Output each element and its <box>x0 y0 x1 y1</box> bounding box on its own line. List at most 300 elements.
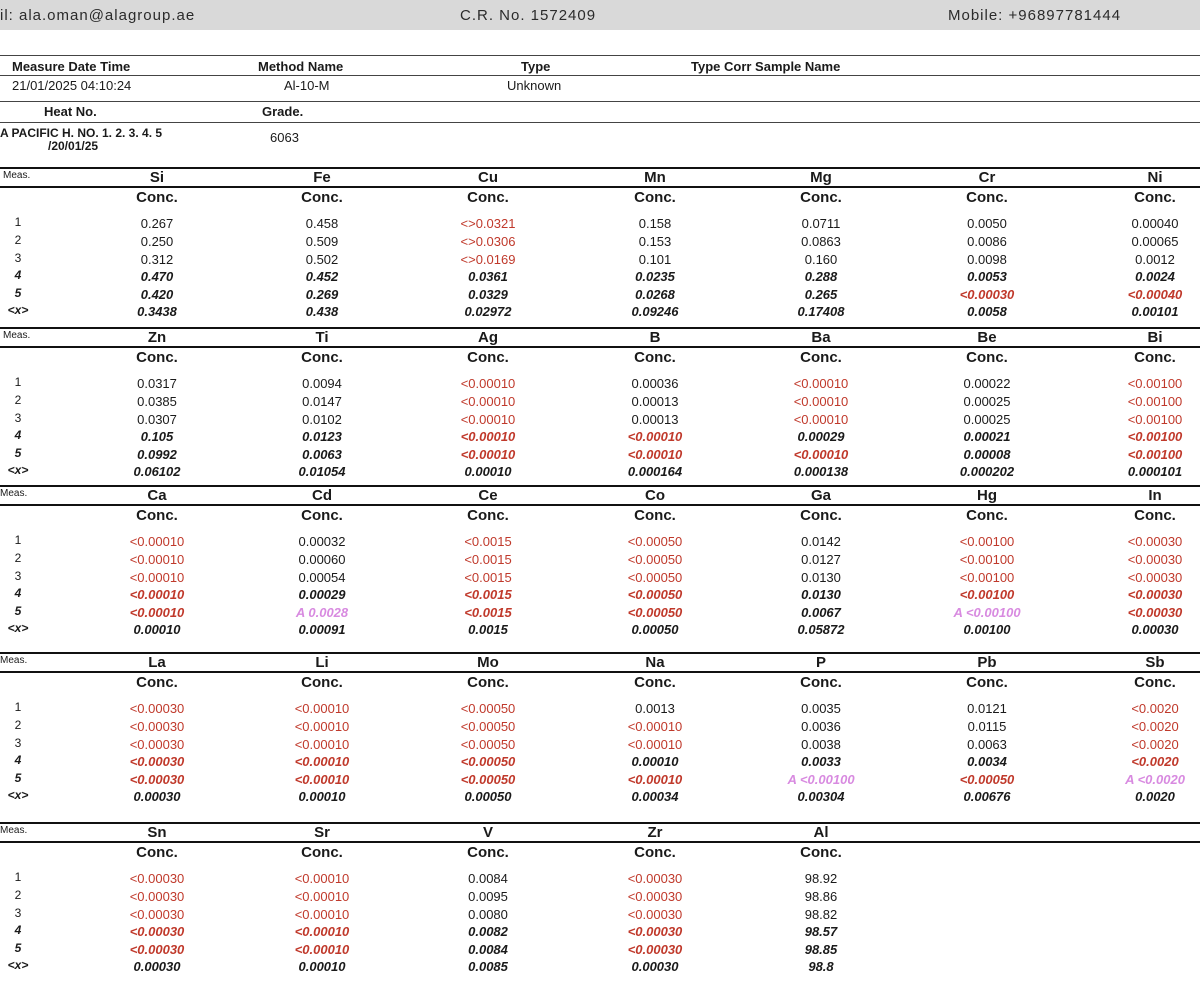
element-name-bi: Bi <box>1147 329 1163 346</box>
value-cell: <0.00050 <box>627 534 683 549</box>
value-cell: <0.00100 <box>1127 429 1183 444</box>
value-cell: <0.00030 <box>1127 552 1183 567</box>
conc-header: Conc. <box>136 507 178 524</box>
value-cell: <0.00030 <box>1127 570 1183 585</box>
value-cell: 0.00010 <box>298 789 346 804</box>
value-cell: 0.0361 <box>468 269 508 284</box>
value-cell: <0.00100 <box>959 570 1015 585</box>
value-cell: <0.00030 <box>129 701 185 716</box>
value-cell: 0.02972 <box>464 304 512 319</box>
row-label: 4 <box>14 586 22 600</box>
row-label: 3 <box>14 251 22 265</box>
conc-header: Conc. <box>1134 349 1176 366</box>
value-cell: <0.00030 <box>129 889 185 904</box>
value-cell: 0.00040 <box>1131 216 1179 231</box>
meas-label: Meas. <box>0 825 28 836</box>
value-cell: <0.0020 <box>1131 737 1179 752</box>
element-name-zr: Zr <box>647 824 663 841</box>
value-cell: <0.00030 <box>1127 605 1183 620</box>
element-name-mo: Mo <box>477 654 499 671</box>
value-cell: 0.0015 <box>468 622 508 637</box>
element-name-pb: Pb <box>977 654 997 671</box>
row-label: 5 <box>14 771 22 785</box>
value-cell: <0.00010 <box>129 587 185 602</box>
value-cell: 0.0123 <box>302 429 342 444</box>
value-cell: <0.00030 <box>627 942 683 957</box>
value-cell: 0.00304 <box>797 789 845 804</box>
value-cell: 0.00030 <box>1131 622 1179 637</box>
element-name-fe: Fe <box>313 169 331 186</box>
value-cell: 0.0020 <box>1135 789 1175 804</box>
cr-number: C.R. No. 1572409 <box>460 7 597 24</box>
value-cell: <0.00030 <box>129 907 185 922</box>
value-cell: <0.00010 <box>627 772 683 787</box>
element-name-ni: Ni <box>1147 169 1163 186</box>
value-cell: <0.00100 <box>1127 447 1183 462</box>
heat-no-date: /20/01/25 <box>48 139 99 153</box>
value-cell: <0.00010 <box>793 412 849 427</box>
row-label: 2 <box>14 551 22 565</box>
divider <box>0 122 1200 123</box>
value-cell: 0.0036 <box>801 719 841 734</box>
meas-label: Meas. <box>0 655 28 666</box>
conc-header: Conc. <box>467 349 509 366</box>
row-label: 5 <box>14 941 22 955</box>
value-cell: <0.00030 <box>627 889 683 904</box>
value-cell: A <0.00100 <box>787 772 855 787</box>
conc-header: Conc. <box>301 844 343 861</box>
value-cell: A <0.00100 <box>953 605 1021 620</box>
element-name-na: Na <box>645 654 665 671</box>
value-cell: 0.250 <box>140 234 174 249</box>
contact-bar <box>0 0 1200 30</box>
conc-header: Conc. <box>467 674 509 691</box>
value-cell: 98.57 <box>804 924 838 939</box>
value-cell: 0.0307 <box>137 412 177 427</box>
block-header-line <box>0 671 1200 673</box>
row-label: 1 <box>14 700 22 714</box>
value-cell: <0.00010 <box>294 719 350 734</box>
value-cell: 0.00030 <box>133 959 181 974</box>
value-cell: <0.00010 <box>294 942 350 957</box>
block-top-line <box>0 822 1200 824</box>
value-cell: 0.000101 <box>1127 464 1183 479</box>
grade-value: 6063 <box>270 130 299 145</box>
heat-no-label: Heat No. <box>44 104 97 119</box>
element-name-b: B <box>649 329 661 346</box>
conc-header: Conc. <box>467 844 509 861</box>
value-cell: 0.269 <box>305 287 339 302</box>
conc-header: Conc. <box>634 189 676 206</box>
value-cell: <0.00100 <box>959 587 1015 602</box>
value-cell: <0.00050 <box>460 719 516 734</box>
value-cell: 0.267 <box>140 216 174 231</box>
value-cell: <0.00050 <box>460 701 516 716</box>
value-cell: <0.00100 <box>1127 394 1183 409</box>
conc-header: Conc. <box>1134 507 1176 524</box>
value-cell: 0.00100 <box>963 622 1011 637</box>
conc-header: Conc. <box>966 189 1008 206</box>
value-cell: <0.00010 <box>129 552 185 567</box>
value-cell: 0.160 <box>804 252 838 267</box>
value-cell: 0.0034 <box>967 754 1007 769</box>
value-cell: 0.458 <box>305 216 339 231</box>
value-cell: <>0.0321 <box>460 216 516 231</box>
value-cell: 0.00010 <box>631 754 679 769</box>
value-cell: 0.0086 <box>967 234 1007 249</box>
conc-header: Conc. <box>136 674 178 691</box>
value-cell: 0.00025 <box>963 412 1011 427</box>
value-cell: <0.00010 <box>793 376 849 391</box>
value-cell: 0.0067 <box>801 605 841 620</box>
value-cell: <0.0015 <box>464 570 512 585</box>
value-cell: 0.00091 <box>298 622 346 637</box>
row-label: 1 <box>14 870 22 884</box>
block-header-line <box>0 504 1200 506</box>
conc-header: Conc. <box>800 674 842 691</box>
value-cell: 0.452 <box>305 269 339 284</box>
value-cell: <0.0015 <box>464 605 512 620</box>
conc-header: Conc. <box>136 349 178 366</box>
block-top-line <box>0 167 1200 169</box>
row-label: 3 <box>14 569 22 583</box>
value-cell: 0.00029 <box>797 429 845 444</box>
element-name-ce: Ce <box>478 487 498 504</box>
value-cell: 0.0082 <box>468 924 508 939</box>
value-cell: 0.0094 <box>302 376 342 391</box>
value-cell: <0.00010 <box>294 772 350 787</box>
value-cell: <0.0015 <box>464 534 512 549</box>
conc-header: Conc. <box>301 189 343 206</box>
type-value: Unknown <box>507 78 562 93</box>
value-cell: 0.0711 <box>801 216 841 231</box>
row-label: 3 <box>14 906 22 920</box>
method-name-label: Method Name <box>258 59 344 74</box>
row-label: 4 <box>14 428 22 442</box>
meas-label: Meas. <box>0 488 28 499</box>
value-cell: 0.0024 <box>1135 269 1175 284</box>
value-cell: <0.00050 <box>627 570 683 585</box>
value-cell: <0.00030 <box>627 871 683 886</box>
element-name-v: V <box>482 824 494 841</box>
conc-header: Conc. <box>301 507 343 524</box>
value-cell: <0.00030 <box>627 907 683 922</box>
value-cell: 0.00030 <box>631 959 679 974</box>
value-cell: <0.00030 <box>129 871 185 886</box>
row-label: 5 <box>14 286 22 300</box>
conc-header: Conc. <box>634 674 676 691</box>
value-cell: <0.00010 <box>129 534 185 549</box>
value-cell: A 0.0028 <box>295 605 349 620</box>
conc-header: Conc. <box>634 507 676 524</box>
value-cell: 98.8 <box>808 959 834 974</box>
conc-header: Conc. <box>800 349 842 366</box>
value-cell: <0.00050 <box>460 737 516 752</box>
value-cell: <0.00010 <box>627 719 683 734</box>
value-cell: 0.05872 <box>797 622 845 637</box>
conc-header: Conc. <box>800 844 842 861</box>
heat-no-value: A PACIFIC H. NO. 1. 2. 3. 4. 5 <box>0 126 163 140</box>
value-cell: 0.09246 <box>631 304 679 319</box>
value-cell: 0.0063 <box>967 737 1007 752</box>
mobile-text: Mobile: +96897781444 <box>948 7 1122 24</box>
element-name-la: La <box>148 654 166 671</box>
conc-header: Conc. <box>634 349 676 366</box>
value-cell: 0.265 <box>804 287 838 302</box>
value-cell: <0.00010 <box>294 889 350 904</box>
value-cell: 0.00029 <box>298 587 346 602</box>
conc-header: Conc. <box>136 189 178 206</box>
value-cell: 0.0053 <box>967 269 1007 284</box>
value-cell: <0.0020 <box>1131 701 1179 716</box>
value-cell: 0.00010 <box>464 464 512 479</box>
value-cell: 0.502 <box>305 252 339 267</box>
value-cell: 0.420 <box>140 287 174 302</box>
value-cell: 0.0098 <box>967 252 1007 267</box>
value-cell: 0.00032 <box>298 534 346 549</box>
element-name-sn: Sn <box>147 824 167 841</box>
element-name-cr: Cr <box>978 169 996 186</box>
divider <box>0 75 1200 76</box>
value-cell: 0.00013 <box>631 412 679 427</box>
row-label: <x> <box>7 788 29 802</box>
value-cell: <0.00010 <box>460 429 516 444</box>
value-cell: 0.00010 <box>133 622 181 637</box>
element-name-co: Co <box>645 487 665 504</box>
element-name-al: Al <box>813 824 829 841</box>
value-cell: 0.00060 <box>298 552 346 567</box>
measure-date-label: Measure Date Time <box>12 59 131 74</box>
block-top-line <box>0 327 1200 329</box>
row-label: 4 <box>14 923 22 937</box>
row-label: 3 <box>14 411 22 425</box>
value-cell: 0.17408 <box>797 304 845 319</box>
row-label: 2 <box>14 888 22 902</box>
value-cell: <0.00030 <box>129 772 185 787</box>
element-name-ag: Ag <box>478 329 498 346</box>
value-cell: 0.0115 <box>967 719 1007 734</box>
value-cell: 0.00054 <box>298 570 346 585</box>
value-cell: <0.00010 <box>460 447 516 462</box>
value-cell: <0.00010 <box>793 394 849 409</box>
value-cell: 0.0035 <box>801 701 841 716</box>
value-cell: 0.00008 <box>963 447 1011 462</box>
value-cell: <0.00050 <box>460 772 516 787</box>
conc-header: Conc. <box>301 349 343 366</box>
element-name-zn: Zn <box>147 329 167 346</box>
row-label: 2 <box>14 233 22 247</box>
value-cell: 0.0317 <box>137 376 177 391</box>
value-cell: 0.0268 <box>635 287 675 302</box>
value-cell: <0.0020 <box>1131 719 1179 734</box>
email-text: il: ala.oman@alagroup.ae <box>0 7 196 24</box>
value-cell: 98.85 <box>804 942 838 957</box>
value-cell: <0.00030 <box>959 287 1015 302</box>
type-label: Type <box>521 59 551 74</box>
conc-header: Conc. <box>966 349 1008 366</box>
conc-header: Conc. <box>634 844 676 861</box>
element-name-sb: Sb <box>1145 654 1165 671</box>
conc-header: Conc. <box>1134 674 1176 691</box>
element-name-be: Be <box>977 329 997 346</box>
row-label: 1 <box>14 533 22 547</box>
value-cell: <0.00100 <box>1127 412 1183 427</box>
row-label: 1 <box>14 215 22 229</box>
value-cell: 0.0147 <box>302 394 342 409</box>
value-cell: 0.00021 <box>963 429 1011 444</box>
value-cell: 0.0127 <box>801 552 841 567</box>
conc-header: Conc. <box>966 507 1008 524</box>
value-cell: <0.00010 <box>294 924 350 939</box>
row-label: 1 <box>14 375 22 389</box>
element-name-mg: Mg <box>810 169 832 186</box>
value-cell: <0.00030 <box>627 924 683 939</box>
value-cell: 0.0130 <box>801 587 841 602</box>
value-cell: <0.0020 <box>1131 754 1179 769</box>
element-name-ti: Ti <box>315 329 329 346</box>
conc-header: Conc. <box>966 674 1008 691</box>
divider <box>0 101 1200 102</box>
conc-header: Conc. <box>800 507 842 524</box>
value-cell: <0.00010 <box>460 412 516 427</box>
divider <box>0 55 1200 56</box>
value-cell: <0.00030 <box>129 924 185 939</box>
value-cell: 0.0033 <box>801 754 841 769</box>
value-cell: 0.01054 <box>298 464 346 479</box>
method-name-value: Al-10-M <box>284 78 330 93</box>
value-cell: 0.0142 <box>801 534 841 549</box>
row-label: 5 <box>14 604 22 618</box>
row-label: 5 <box>14 446 22 460</box>
row-label: <x> <box>7 303 29 317</box>
block-top-line <box>0 652 1200 654</box>
element-name-li: Li <box>315 654 329 671</box>
value-cell: <0.00010 <box>294 737 350 752</box>
conc-header: Conc. <box>301 674 343 691</box>
value-cell: <0.00010 <box>294 907 350 922</box>
measure-date-value: 21/01/2025 04:10:24 <box>12 78 132 93</box>
block-header-line <box>0 186 1200 188</box>
element-name-ca: Ca <box>147 487 167 504</box>
element-name-si: Si <box>149 169 165 186</box>
value-cell: 0.470 <box>140 269 174 284</box>
value-cell: 0.101 <box>638 252 672 267</box>
value-cell: <0.00030 <box>129 942 185 957</box>
value-cell: 0.0038 <box>801 737 841 752</box>
value-cell: 0.0080 <box>468 907 508 922</box>
element-name-sr: Sr <box>314 824 330 841</box>
meas-label: Meas. <box>3 170 31 181</box>
row-label: <x> <box>7 463 29 477</box>
value-cell: <0.00010 <box>294 701 350 716</box>
value-cell: 0.0050 <box>967 216 1007 231</box>
value-cell: <0.00050 <box>959 772 1015 787</box>
value-cell: 0.00022 <box>963 376 1011 391</box>
row-label: 2 <box>14 393 22 407</box>
value-cell: 0.0385 <box>137 394 177 409</box>
element-name-ga: Ga <box>810 487 832 504</box>
value-cell: 0.0235 <box>635 269 675 284</box>
value-cell: <0.00050 <box>460 754 516 769</box>
value-cell: 0.153 <box>638 234 672 249</box>
row-label: 3 <box>14 736 22 750</box>
value-cell: 0.00010 <box>298 959 346 974</box>
value-cell: 0.00013 <box>631 394 679 409</box>
value-cell: <>0.0169 <box>460 252 516 267</box>
value-cell: 0.00036 <box>631 376 679 391</box>
block-header-line <box>0 346 1200 348</box>
value-cell: <0.00100 <box>959 534 1015 549</box>
value-cell: <0.00010 <box>129 570 185 585</box>
value-cell: <0.0015 <box>464 587 512 602</box>
value-cell: 0.0121 <box>967 701 1007 716</box>
value-cell: <0.00010 <box>627 737 683 752</box>
row-label: 4 <box>14 268 22 282</box>
value-cell: 0.105 <box>140 429 174 444</box>
value-cell: 0.00101 <box>1131 304 1179 319</box>
value-cell: <0.00030 <box>129 754 185 769</box>
value-cell: <0.0015 <box>464 552 512 567</box>
value-cell: 0.0863 <box>801 234 841 249</box>
block-header-line <box>0 841 1200 843</box>
value-cell: 98.82 <box>804 907 838 922</box>
value-cell: 0.158 <box>638 216 672 231</box>
value-cell: 0.0012 <box>1135 252 1175 267</box>
value-cell: 0.0013 <box>635 701 675 716</box>
value-cell: 0.0095 <box>468 889 508 904</box>
grade-label: Grade. <box>262 104 304 119</box>
value-cell: 0.0329 <box>468 287 508 302</box>
value-cell: <0.00050 <box>627 552 683 567</box>
conc-header: Conc. <box>136 844 178 861</box>
type-corr-label: Type Corr Sample Name <box>691 59 841 74</box>
value-cell: <0.00050 <box>627 605 683 620</box>
value-cell: 0.00030 <box>133 789 181 804</box>
value-cell: 0.00050 <box>464 789 512 804</box>
conc-header: Conc. <box>800 189 842 206</box>
value-cell: 0.00050 <box>631 622 679 637</box>
element-name-mn: Mn <box>644 169 666 186</box>
element-name-ba: Ba <box>811 329 831 346</box>
value-cell: 0.0102 <box>302 412 342 427</box>
value-cell: 0.0063 <box>302 447 342 462</box>
element-name-in: In <box>1148 487 1162 504</box>
row-label: <x> <box>7 958 29 972</box>
element-name-p: P <box>815 654 827 671</box>
value-cell: <0.00030 <box>1127 587 1183 602</box>
conc-header: Conc. <box>467 189 509 206</box>
element-name-hg: Hg <box>977 487 997 504</box>
value-cell: 0.0058 <box>967 304 1007 319</box>
value-cell: 0.288 <box>804 269 838 284</box>
row-label: <x> <box>7 621 29 635</box>
value-cell: <>0.0306 <box>460 234 516 249</box>
value-cell: 0.0084 <box>468 942 508 957</box>
value-cell: 98.86 <box>804 889 838 904</box>
value-cell: <0.00010 <box>294 871 350 886</box>
value-cell: 0.0084 <box>468 871 508 886</box>
value-cell: <0.00030 <box>129 737 185 752</box>
value-cell: <0.00100 <box>959 552 1015 567</box>
value-cell: <0.00040 <box>1127 287 1183 302</box>
value-cell: 0.000138 <box>793 464 849 479</box>
value-cell: 0.509 <box>305 234 339 249</box>
element-name-cd: Cd <box>312 487 332 504</box>
value-cell: <0.00030 <box>1127 534 1183 549</box>
row-label: 2 <box>14 718 22 732</box>
value-cell: 0.06102 <box>133 464 181 479</box>
conc-header: Conc. <box>1134 189 1176 206</box>
